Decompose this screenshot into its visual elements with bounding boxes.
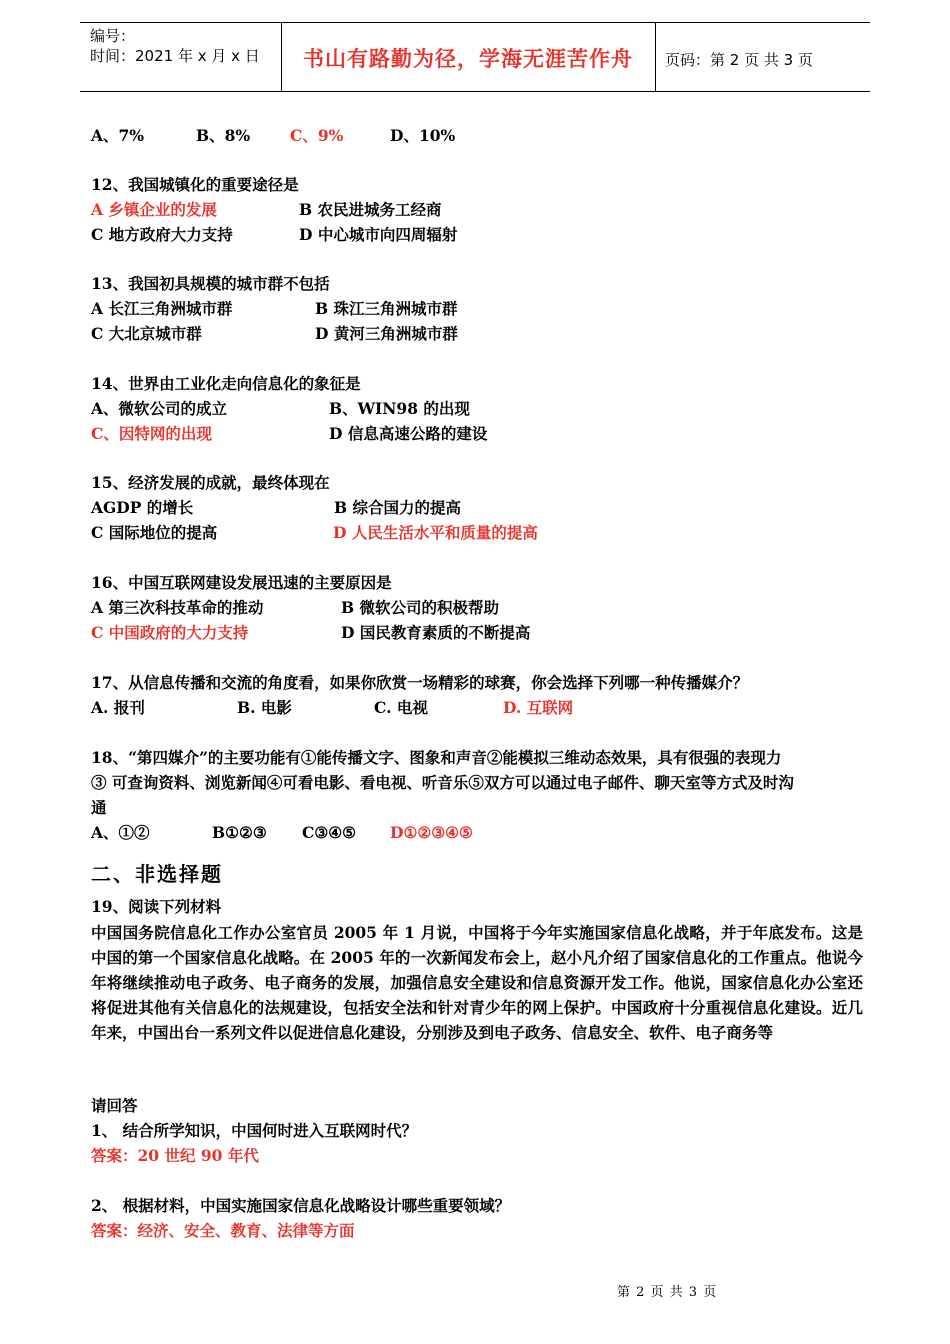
q19-sub1-answer: 答案：20 世纪 90 年代	[91, 1146, 259, 1165]
q19-sub2-answer: 答案：经济、安全、教育、法律等方面	[91, 1221, 355, 1240]
q11-option-a: A、7%	[91, 126, 145, 145]
q14-option-b: B、WIN98 的出现	[329, 399, 470, 418]
q16-option-b: B 微软公司的积极帮助	[341, 598, 499, 617]
header-meta	[90, 26, 260, 66]
q11-option-b: B、8%	[196, 126, 251, 145]
q14-option-d: D 信息高速公路的建设	[329, 424, 488, 443]
q17-option-a: A. 报刊	[91, 698, 145, 717]
q12-option-c: C 地方政府大力支持	[91, 225, 233, 244]
header-page-info: 页码：第 2 页 共 3 页	[665, 51, 813, 69]
q16-option-c-answer: C 中国政府的大力支持	[91, 623, 249, 642]
q14-stem: 14、世界由工业化走向信息化的象征是	[91, 374, 361, 393]
q13-option-b: B 珠江三角洲城市群	[315, 299, 458, 318]
q16-option-d: D 国民教育素质的不断提高	[341, 623, 531, 642]
q17-option-c: C. 电视	[374, 698, 428, 717]
q19-material: 中国国务院信息化工作办公室官员 2005 年 1 月说，中国将于今年实施国家信息化战略，并于年底发布。这是中国的第一个国家信息化战略。在 2005 年的一次新闻发布会上，赵小凡介绍了国家信息化的工作重点。他说今年将继续推动电子政务、电子商务的发展，加强信息安全建设和信息资源开发工作。他说，国家信息化办公室还将促进其他有关信息化的法规建设，包括安全法和针对青少年的网上保护。中国政府十分重视信息化建设。近几年来，中国出台一系列文件以促进信息化建设，分别涉及到电子政务、信息安全、软件、电子商务等	[91, 923, 863, 1042]
q13-option-c: C 大北京城市群	[91, 324, 202, 343]
header-divider	[655, 23, 656, 91]
q14-option-c-answer: C、因特网的出现	[91, 424, 212, 443]
q19-sub2-question: 2、 根据材料，中国实施国家信息化战略设计哪些重要领域？	[91, 1196, 511, 1215]
page-footer: 第 2 页 共 3 页	[617, 1285, 718, 1300]
page-header	[80, 22, 870, 92]
section-title: 二、非选择题	[91, 862, 223, 886]
header-motto: 书山有路勤为径，学海无涯苦作舟	[303, 46, 633, 71]
q18-stem-line2: ③ 可查询资料、浏览新闻④可看电影、看电视、听音乐⑤双方可以通过电子邮件、聊天室等方式及时沟	[91, 773, 794, 792]
q18-stem-line1: 18、“第四媒介”的主要功能有①能传播文字、图象和声音②能模拟三维动态效果，具有很强的表现力	[91, 748, 782, 767]
q15-option-d-answer: D 人民生活水平和质量的提高	[333, 523, 538, 542]
q13-option-a: A 长江三角洲城市群	[91, 299, 233, 318]
q15-option-a: AGDP 的增长	[91, 498, 194, 517]
q17-option-b: B. 电影	[237, 698, 292, 717]
q12-option-b: B 农民进城务工经商	[299, 200, 442, 219]
q17-option-d-answer: D. 互联网	[503, 698, 574, 717]
q12-option-d: D 中心城市向四周辐射	[299, 225, 458, 244]
q19-prompt: 请回答	[91, 1096, 138, 1115]
q18-option-a: A、①②	[91, 823, 150, 842]
q17-stem: 17、从信息传播和交流的角度看，如果你欣赏一场精彩的球赛，你会选择下列哪一种传播媒介？	[91, 673, 749, 692]
q12-option-a-answer: A 乡镇企业的发展	[91, 200, 217, 219]
q11-option-c-answer: C、9%	[290, 126, 344, 145]
q16-option-a: A 第三次科技革命的推动	[91, 598, 264, 617]
q16-stem: 16、中国互联网建设发展迅速的主要原因是	[91, 573, 392, 592]
q18-option-c: C③④⑤	[302, 823, 357, 842]
q11-option-d: D、10%	[390, 126, 456, 145]
q15-option-b: B 综合国力的提高	[334, 498, 461, 517]
q13-stem: 13、我国初具规模的城市群不包括	[91, 274, 330, 293]
q15-stem: 15、经济发展的成就，最终体现在	[91, 473, 330, 492]
q14-option-a: A、微软公司的成立	[91, 399, 228, 418]
q18-option-d-answer: D①②③④⑤	[390, 823, 473, 842]
time-label: 时间：2021 年 x 月 x 日	[90, 47, 260, 65]
q18-stem-line3: 通	[91, 798, 107, 817]
q12-stem: 12、我国城镇化的重要途径是	[91, 175, 299, 194]
q19-sub1-question: 1、 结合所学知识，中国何时进入互联网时代？	[91, 1121, 418, 1140]
q18-option-b: B①②③	[212, 823, 267, 842]
q15-option-c: C 国际地位的提高	[91, 523, 218, 542]
q13-option-d: D 黄河三角洲城市群	[315, 324, 458, 343]
number-label: 编号：	[90, 27, 136, 45]
q19-stem: 19、阅读下列材料	[91, 897, 222, 916]
